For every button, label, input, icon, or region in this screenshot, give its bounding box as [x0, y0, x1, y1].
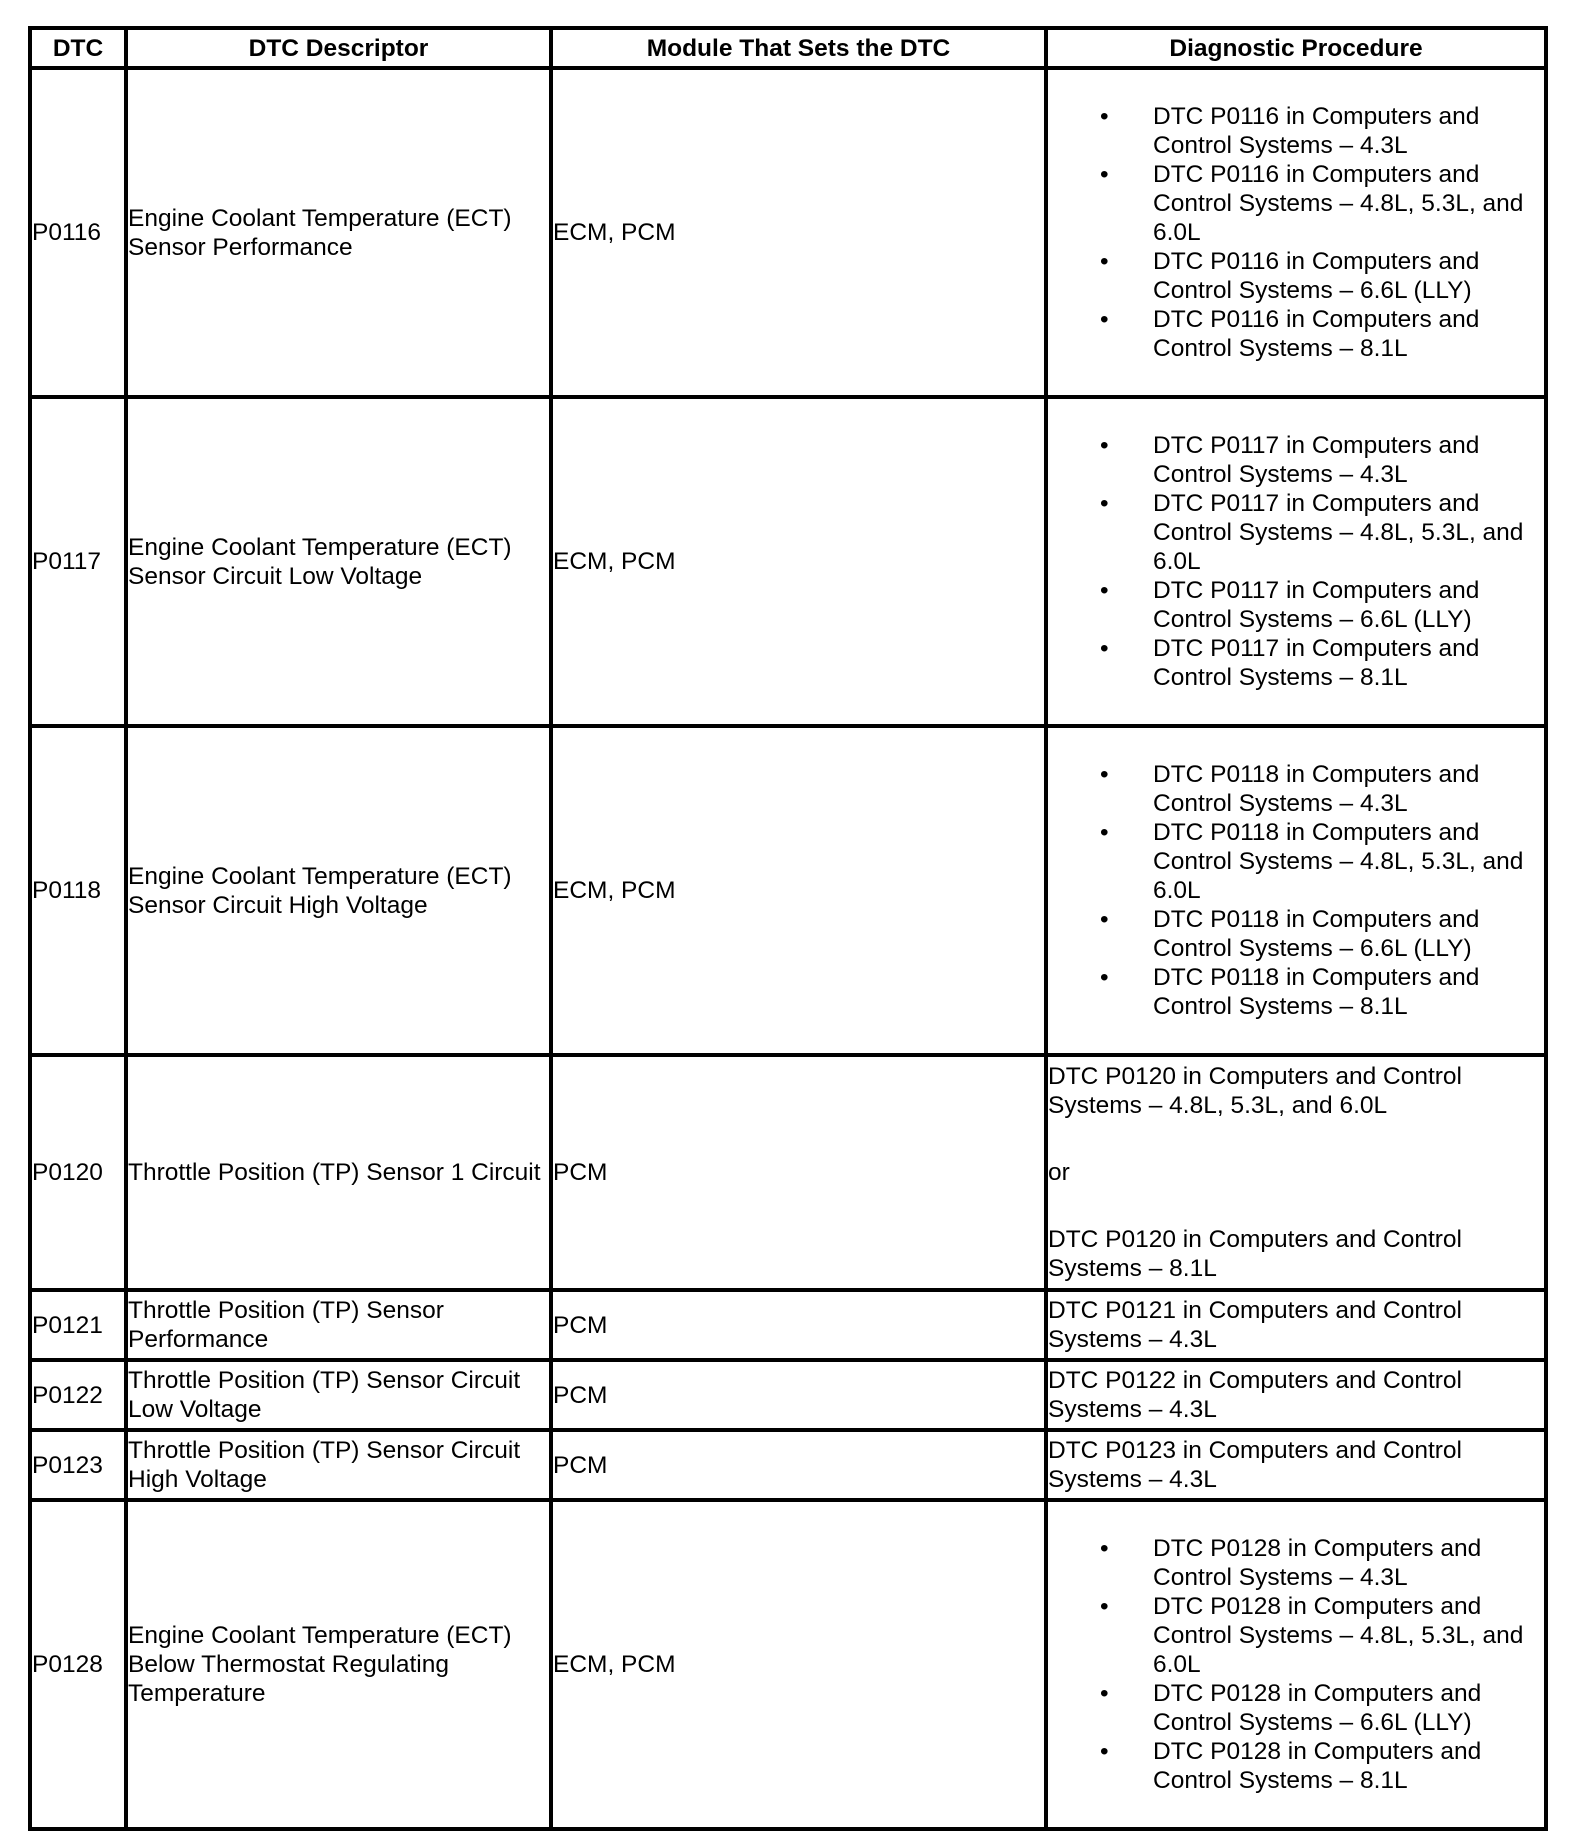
procedure-separator: or — [1048, 1159, 1070, 1186]
dtc-code: P0118 — [30, 726, 126, 1055]
dtc-descriptor: Engine Coolant Temperature (ECT) Below Thermostat Regulating Temperature — [126, 1500, 551, 1829]
diagnostic-procedure — [1046, 397, 1546, 726]
dtc-descriptor: Engine Coolant Temperature (ECT) Sensor Performance — [126, 68, 551, 397]
module: PCM — [551, 1290, 1046, 1360]
table-row — [30, 726, 1546, 1055]
header-dtc: DTC — [30, 28, 126, 68]
procedure-link[interactable]: DTC P0120 in Computers and Control Systems – 8.1L — [1048, 1226, 1462, 1282]
dtc-code: P0121 — [30, 1290, 126, 1360]
header-module: Module That Sets the DTC — [551, 28, 1046, 68]
procedure-link[interactable]: • DTC P0128 in Computers and Control Systems – 4.8L, 5.3L, and 6.0L — [1153, 1592, 1544, 1679]
procedure-link[interactable]: • DTC P0118 in Computers and Control Systems – 6.6L (LLY) — [1153, 905, 1544, 963]
module: ECM, PCM — [551, 1500, 1046, 1829]
table-header-row — [30, 28, 1546, 68]
table-row — [30, 1055, 1546, 1290]
module: ECM, PCM — [551, 68, 1046, 397]
procedure-link[interactable]: • DTC P0118 in Computers and Control Systems – 4.8L, 5.3L, and 6.0L — [1153, 818, 1544, 905]
procedure-link[interactable]: • DTC P0128 in Computers and Control Systems – 6.6L (LLY) — [1153, 1679, 1544, 1737]
procedure-link[interactable]: DTC P0123 in Computers and Control Systems – 4.3L — [1048, 1437, 1462, 1493]
procedure-link[interactable]: • DTC P0117 in Computers and Control Systems – 4.8L, 5.3L, and 6.0L — [1153, 489, 1544, 576]
procedure-link[interactable]: • DTC P0128 in Computers and Control Systems – 8.1L — [1153, 1737, 1544, 1795]
module: PCM — [551, 1055, 1046, 1290]
diagnostic-procedure — [1046, 726, 1546, 1055]
procedure-list — [1048, 760, 1544, 1021]
dtc-descriptor: Engine Coolant Temperature (ECT) Sensor Circuit Low Voltage — [126, 397, 551, 726]
dtc-code: P0123 — [30, 1430, 126, 1500]
table-row — [30, 68, 1546, 397]
procedure-link[interactable]: DTC P0121 in Computers and Control Systems – 4.3L — [1048, 1297, 1462, 1353]
procedure-link[interactable]: DTC P0122 in Computers and Control Systems – 4.3L — [1048, 1367, 1462, 1423]
table-row — [30, 1290, 1546, 1360]
diagnostic-procedure — [1046, 1360, 1546, 1430]
table-row — [30, 1500, 1546, 1829]
module: ECM, PCM — [551, 726, 1046, 1055]
dtc-descriptor: Throttle Position (TP) Sensor Circuit High Voltage — [126, 1430, 551, 1500]
module: ECM, PCM — [551, 397, 1046, 726]
procedure-list — [1048, 102, 1544, 363]
procedure-link[interactable]: • DTC P0116 in Computers and Control Systems – 4.8L, 5.3L, and 6.0L — [1153, 160, 1544, 247]
procedure-link[interactable]: • DTC P0118 in Computers and Control Systems – 4.3L — [1153, 760, 1544, 818]
procedure-link[interactable]: • DTC P0116 in Computers and Control Systems – 6.6L (LLY) — [1153, 247, 1544, 305]
dtc-code: P0122 — [30, 1360, 126, 1430]
diagnostic-procedure — [1046, 1290, 1546, 1360]
header-diagnostic-procedure: Diagnostic Procedure — [1046, 28, 1546, 68]
procedure-link[interactable]: • DTC P0116 in Computers and Control Systems – 4.3L — [1153, 102, 1544, 160]
dtc-descriptor: Throttle Position (TP) Sensor 1 Circuit — [126, 1055, 551, 1290]
table-row — [30, 397, 1546, 726]
procedure-link[interactable]: • DTC P0116 in Computers and Control Systems – 8.1L — [1153, 305, 1544, 363]
header-dtc-descriptor: DTC Descriptor — [126, 28, 551, 68]
procedure-link[interactable]: • DTC P0117 in Computers and Control Systems – 8.1L — [1153, 634, 1544, 692]
procedure-link[interactable]: • DTC P0128 in Computers and Control Systems – 4.3L — [1153, 1534, 1544, 1592]
procedure-link[interactable]: • DTC P0117 in Computers and Control Systems – 4.3L — [1153, 431, 1544, 489]
dtc-table — [28, 26, 1548, 1831]
diagnostic-procedure — [1046, 68, 1546, 397]
dtc-code: P0120 — [30, 1055, 126, 1290]
module: PCM — [551, 1430, 1046, 1500]
procedure-list — [1048, 1534, 1544, 1795]
procedure-link[interactable]: DTC P0120 in Computers and Control Systems – 4.8L, 5.3L, and 6.0L — [1048, 1063, 1462, 1119]
diagnostic-procedure — [1046, 1430, 1546, 1500]
diagnostic-procedure — [1046, 1055, 1546, 1290]
diagnostic-procedure — [1046, 1500, 1546, 1829]
dtc-descriptor: Throttle Position (TP) Sensor Performance — [126, 1290, 551, 1360]
dtc-descriptor: Engine Coolant Temperature (ECT) Sensor Circuit High Voltage — [126, 726, 551, 1055]
procedure-link[interactable]: • DTC P0117 in Computers and Control Systems – 6.6L (LLY) — [1153, 576, 1544, 634]
procedure-link[interactable]: • DTC P0118 in Computers and Control Systems – 8.1L — [1153, 963, 1544, 1021]
procedure-list — [1048, 431, 1544, 692]
dtc-code: P0116 — [30, 68, 126, 397]
module: PCM — [551, 1360, 1046, 1430]
dtc-code: P0117 — [30, 397, 126, 726]
table-row — [30, 1430, 1546, 1500]
table-row — [30, 1360, 1546, 1430]
dtc-descriptor: Throttle Position (TP) Sensor Circuit Low Voltage — [126, 1360, 551, 1430]
dtc-code: P0128 — [30, 1500, 126, 1829]
